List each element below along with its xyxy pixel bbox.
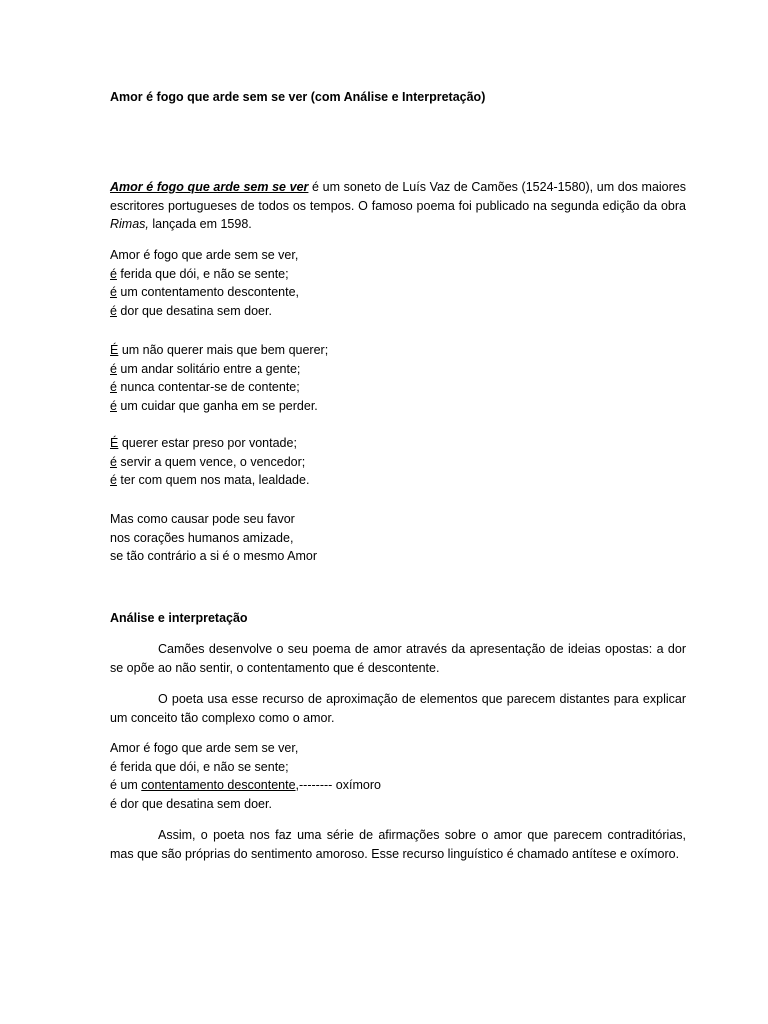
stanza-line: É querer estar preso por vontade; [110,436,297,450]
stanza-line: nos corações humanos amizade, [110,530,294,545]
stanza-line: é um contentamento descontente, [110,285,300,299]
document-title: Amor é fogo que arde sem se ver (com Análise e Interpretação) [110,90,486,104]
stanza-line: é ferida que dói, e não se sente; [110,266,289,281]
intro-text-a: é um soneto de Luís Vaz de Camões (1524-1580), um dos maiores escritores portugueses de todos os tempos. O famoso poema foi publicado na segunda edição da obra [110,180,687,213]
stanza-line: é nunca contentar-se de contente; [110,380,300,394]
stanza-3 [110,434,686,490]
stanza-line: Amor é fogo que arde sem se ver, [110,741,299,755]
stanza-line: é um cuidar que ganha em se perder. [110,398,318,413]
analysis-paragraph-3: Assim, o poeta nos faz uma série de afirmações sobre o amor que parecem contraditórias, mas que são próprias do sentimento amoroso. Esse recurso linguístico é chamado antítese e oxímoro. [110,828,686,861]
stanza-line: Amor é fogo que arde sem se ver, [110,248,299,262]
stanza-2 [110,341,686,415]
stanza-line: Mas como causar pode seu favor [110,512,295,526]
stanza-line: é ferida que dói, e não se sente; [110,759,289,774]
stanza-line: é dor que desatina sem doer. [110,303,272,318]
stanza-4 [110,510,686,566]
intro-text-b: lançada em 1598. [148,217,252,231]
stanza-5 [110,739,686,813]
analysis-heading: Análise e interpretação [110,611,248,625]
stanza-line: é ter com quem nos mata, lealdade. [110,473,310,487]
stanza-line: é um contentamento descontente,-------- oxímoro [110,778,381,792]
stanza-line: é dor que desatina sem doer. [110,796,272,811]
stanza-line: É um não querer mais que bem querer; [110,343,329,357]
analysis-paragraph-2: O poeta usa esse recurso de aproximação de elementos que parecem distantes para explicar um conceito tão complexo como o amor. [110,692,686,725]
stanza-1 [110,246,686,320]
work-title: Rimas, [110,217,149,231]
intro-paragraph [110,178,686,234]
stanza-line: é servir a quem vence, o vencedor; [110,454,306,469]
poem-title-ref: Amor é fogo que arde sem se ver [110,180,309,194]
stanza-line: se tão contrário a si é o mesmo Amor [110,549,318,563]
stanza-line: é um andar solitário entre a gente; [110,361,301,376]
analysis-paragraph-1: Camões desenvolve o seu poema de amor através da apresentação de ideias opostas: a dor se opõe ao não sentir, o contentamento que é descontente. [110,642,686,675]
